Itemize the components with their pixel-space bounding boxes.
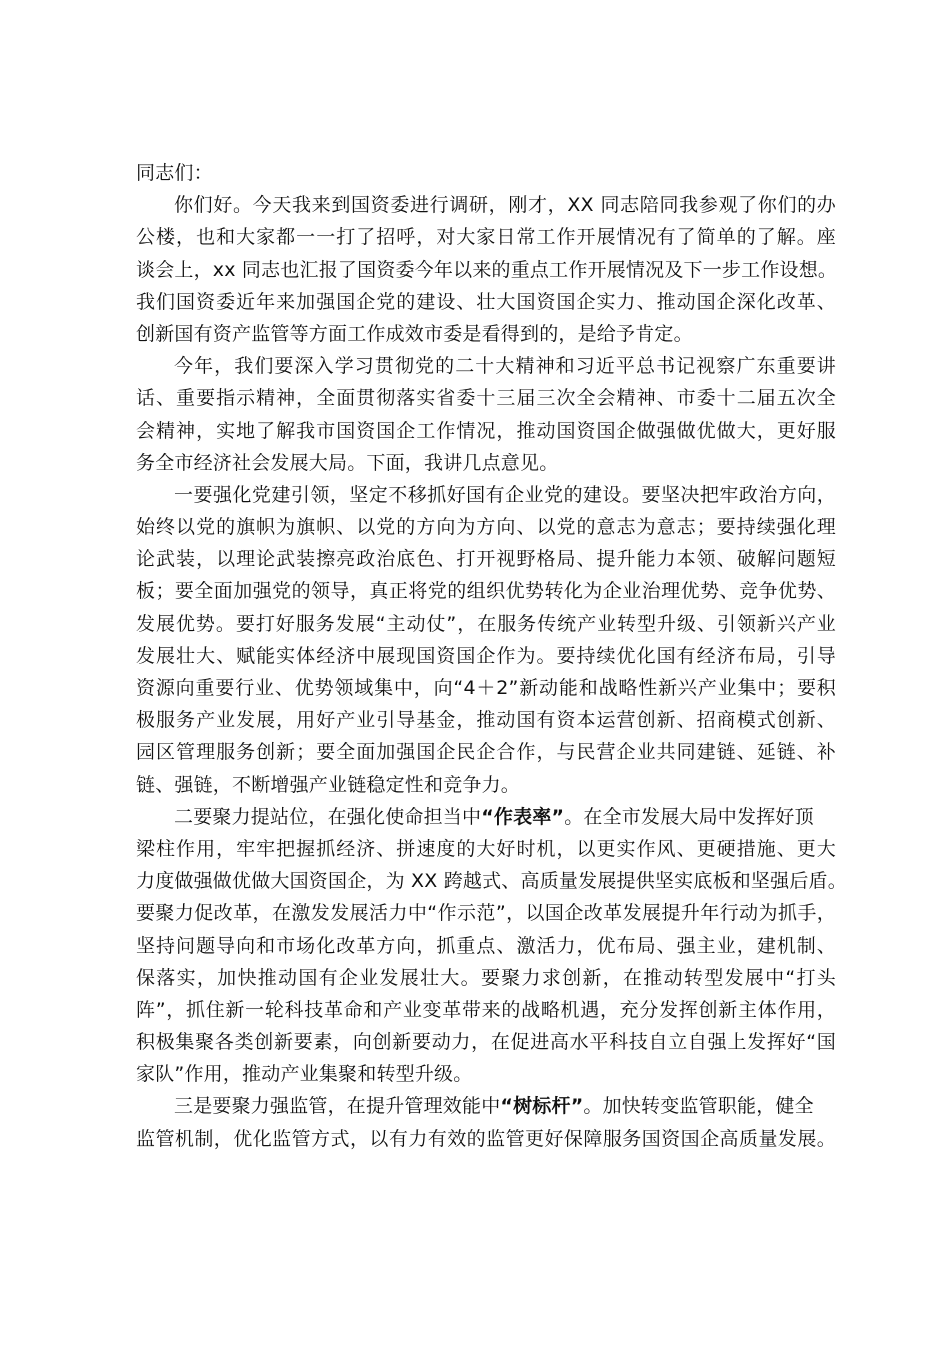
paragraph-line: 你们好。今天我来到国资委进行调研，刚才，XX 同志陪同我参观了你们的办 xyxy=(174,194,836,217)
paragraph-line: 论武装，以理论武装擦亮政治底色、打开视野格局、提升能力本领、破解问题短 xyxy=(136,548,836,571)
paragraph-line: 家队”作用，推动产业集聚和转型升级。 xyxy=(136,1063,473,1086)
paragraph-line: 创新国有资产监管等方面工作成效市委是看得到的，是给予肯定。 xyxy=(136,322,693,345)
paragraph-line: 坚持问题导向和市场化改革方向，抓重点、激活力，优布局、强主业，建机制、 xyxy=(136,934,836,957)
paragraph-line: 公楼，也和大家都一一打了招呼，对大家日常工作开展情况有了简单的了解。座 xyxy=(136,226,836,249)
paragraph-line: 保落实，加快推动国有企业发展壮大。要聚力求创新，在推动转型发展中“打头 xyxy=(136,966,836,989)
bold-phrase: “作表率” xyxy=(481,805,565,828)
paragraph-line: 话、重要指示精神，全面贯彻落实省委十三届三次全会精神、市委十二届五次全 xyxy=(136,387,836,410)
paragraph-line: 今年，我们要深入学习贯彻党的二十大精神和习近平总书记视察广东重要讲 xyxy=(174,355,836,378)
paragraph-line: 一要强化党建引领，坚定不移抓好国有企业党的建设。要坚决把牢政治方向， xyxy=(174,483,836,506)
paragraph-line: 务全市经济社会发展大局。下面，我讲几点意见。 xyxy=(136,451,559,474)
paragraph-line: 梁柱作用，牢牢把握抓经济、拼速度的大好时机，以更实作风、更硬措施、更大 xyxy=(136,837,836,860)
paragraph-line: 始终以党的旗帜为旗帜、以党的方向为方向、以党的意志为意志；要持续强化理 xyxy=(136,516,836,539)
line-segment: 二要聚力提站位，在强化使命担当中 xyxy=(174,805,482,828)
paragraph-line: 会精神，实地了解我市国资国企工作情况，推动国资国企做强做优做大，更好服 xyxy=(136,419,836,442)
paragraph-line: 园区管理服务创新；要全面加强国企民企合作，与民营企业共同建链、延链、补 xyxy=(136,741,836,764)
paragraph-line: 我们国资委近年来加强国企党的建设、壮大国资国企实力、推动国企深化改革、 xyxy=(136,290,836,313)
bold-phrase: “树标杆” xyxy=(500,1095,584,1118)
paragraph-line: 资源向重要行业、优势领域集中，向“4＋2”新动能和战略性新兴产业集中；要积 xyxy=(136,677,836,699)
paragraph-line: 链、强链，不断增强产业链稳定性和竞争力。 xyxy=(136,773,521,796)
line-segment: 三是要聚力强监管，在提升管理效能中 xyxy=(174,1095,501,1118)
paragraph-line: 谈会上，xx 同志也汇报了国资委今年以来的重点工作开展情况及下一步工作设想。 xyxy=(136,258,838,281)
paragraph-line: 发展壮大、赋能实体经济中展现国资国企作为。要持续优化国有经济布局，引导 xyxy=(136,644,836,667)
paragraph-line: 要聚力促改革，在激发发展活力中“作示范”，以国企改革发展提升年行动为抓手， xyxy=(136,902,836,925)
paragraph-line: 发展优势。要打好服务发展“主动仗”，在服务传统产业转型升级、引领新兴产业 xyxy=(136,612,836,635)
paragraph-line: 阵”，抓住新一轮科技革命和产业变革带来的战略机遇，充分发挥创新主体作用， xyxy=(136,998,836,1021)
line-segment: 。加快转变监管职能，健全 xyxy=(583,1095,814,1118)
paragraph-line: 力度做强做优做大国资国企，为 XX 跨越式、高质量发展提供坚实底板和坚强后盾。 xyxy=(136,870,847,893)
paragraph-line xyxy=(136,1090,836,1122)
paragraph-line: 监管机制，优化监管方式，以有力有效的监管更好保障服务国资国企高质量发展。 xyxy=(136,1127,836,1150)
paragraph-line xyxy=(136,801,836,833)
paragraph-line: 积极集聚各类创新要素，向创新要动力，在促进高水平科技自立自强上发挥好“国 xyxy=(136,1031,836,1054)
document-body xyxy=(136,157,847,1155)
paragraph-line: 板；要全面加强党的领导，真正将党的组织优势转化为企业治理优势、竞争优势、 xyxy=(136,580,836,603)
salutation: 同志们： xyxy=(136,162,213,184)
paragraph-line: 极服务产业发展，用好产业引导基金，推动国有资本运营创新、招商模式创新、 xyxy=(136,709,836,732)
line-segment: 。在全市发展大局中发挥好顶 xyxy=(564,805,814,828)
